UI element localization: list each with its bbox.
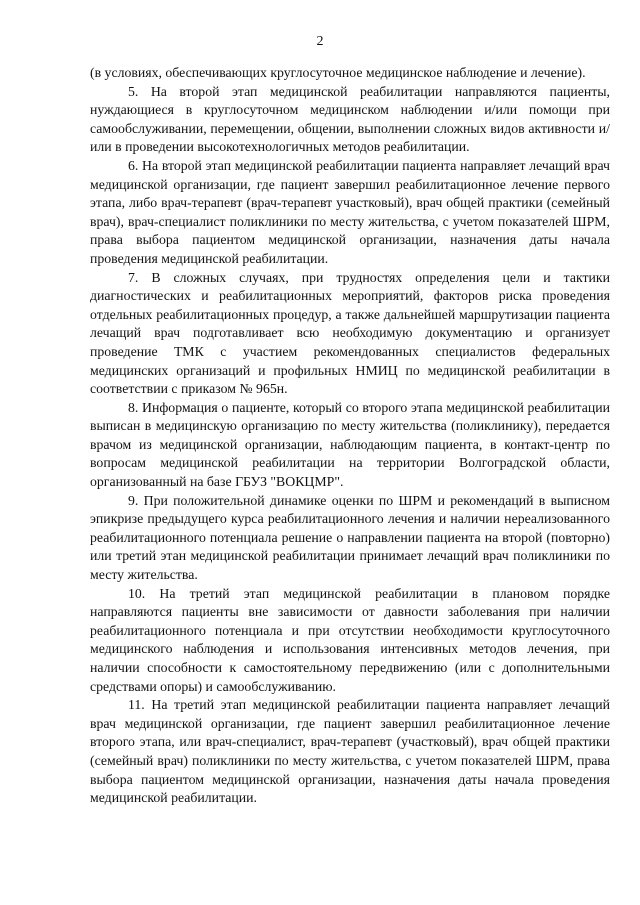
paragraph-6: 6. На второй этап медицинской реабилитации пациента направляет лечащий врач медицинской организации, где пациент завершил реабилитационное лечение первого этапа, либо врач-терапевт (врач-терапевт участковый), врач общей практики (семейный врач), врач-специалист поликлиники по месту жительства, с учетом показателей ШРМ, права выбора пациентом медицинской организации, назначения даты начала проведения медицинской реабилитации.	[90, 157, 610, 266]
paragraph-5: 5. На второй этап медицинской реабилитации направляются пациенты, нуждающиеся в круглосуточном медицинском наблюдении и/или помощи при самообслуживании, перемещении, общении, выполнении сложных видов активности и/или в проведении высокотехнологичных методов реабилитации.	[90, 83, 610, 155]
paragraph-continuation: (в условиях, обеспечивающих круглосуточное медицинское наблюдение и лечение).	[90, 65, 586, 80]
paragraph-10: 10. На третий этап медицинской реабилитации в плановом порядке направляются пациенты вне зависимости от давности заболевания при наличии реабилитационного потенциала и при отсутствии необходимости круглосуточного медицинского наблюдения и использования интенсивных методов лечения, при наличии способности к самостоятельному передвижению (или с дополнительными средствами опоры) и самообслуживанию.	[90, 585, 610, 694]
paragraph-11: 11. На третий этап медицинской реабилитации пациента направляет лечащий врач медицинской организации, где пациент завершил реабилитационное лечение второго этапа, или врач-специалист, врач-терапевт (участковый), врач общей практики (семейный врач) поликлиники по месту жительства, с учетом показателей ШРМ, права выбора пациентом медицинской организации, назначения даты начала проведения медицинской реабилитации.	[90, 697, 610, 806]
document-body	[90, 64, 610, 808]
paragraph-7: 7. В сложных случаях, при трудностях определения цели и тактики диагностических и реабилитационных мероприятий, факторов риска проведения отдельных реабилитационных процедур, а также дальнейшей маршрутизации пациента лечащий врач подготавливает всю необходимую документацию и организует проведение ТМК с участием рекомендованных специалистов федеральных медицинских организаций и профильных НМИЦ по медицинской реабилитации в соответствии с приказом № 965н.	[90, 269, 610, 397]
page-number: 2	[316, 34, 324, 49]
paragraph-9: 9. При положительной динамике оценки по ШРМ и рекомендаций в выписном эпикризе предыдущего курса реабилитационного лечения и наличии нереализованного реабилитационного потенциала решение о направлении пациента на второй (повторно) или третий этан медицинской реабилитации принимает лечащий врач поликлиники по месту жительства.	[90, 492, 610, 583]
paragraph-8: 8. Информация о пациенте, который со второго этапа медицинской реабилитации выписан в медицинскую организацию по месту жительства (поликлинику), передается врачом из медицинской организации, наблюдающим пациента, в контакт-центр по вопросам медицинской реабилитации на территории Волгоградской области, организованный на базе ГБУЗ "ВОКЦМР".	[90, 399, 610, 490]
